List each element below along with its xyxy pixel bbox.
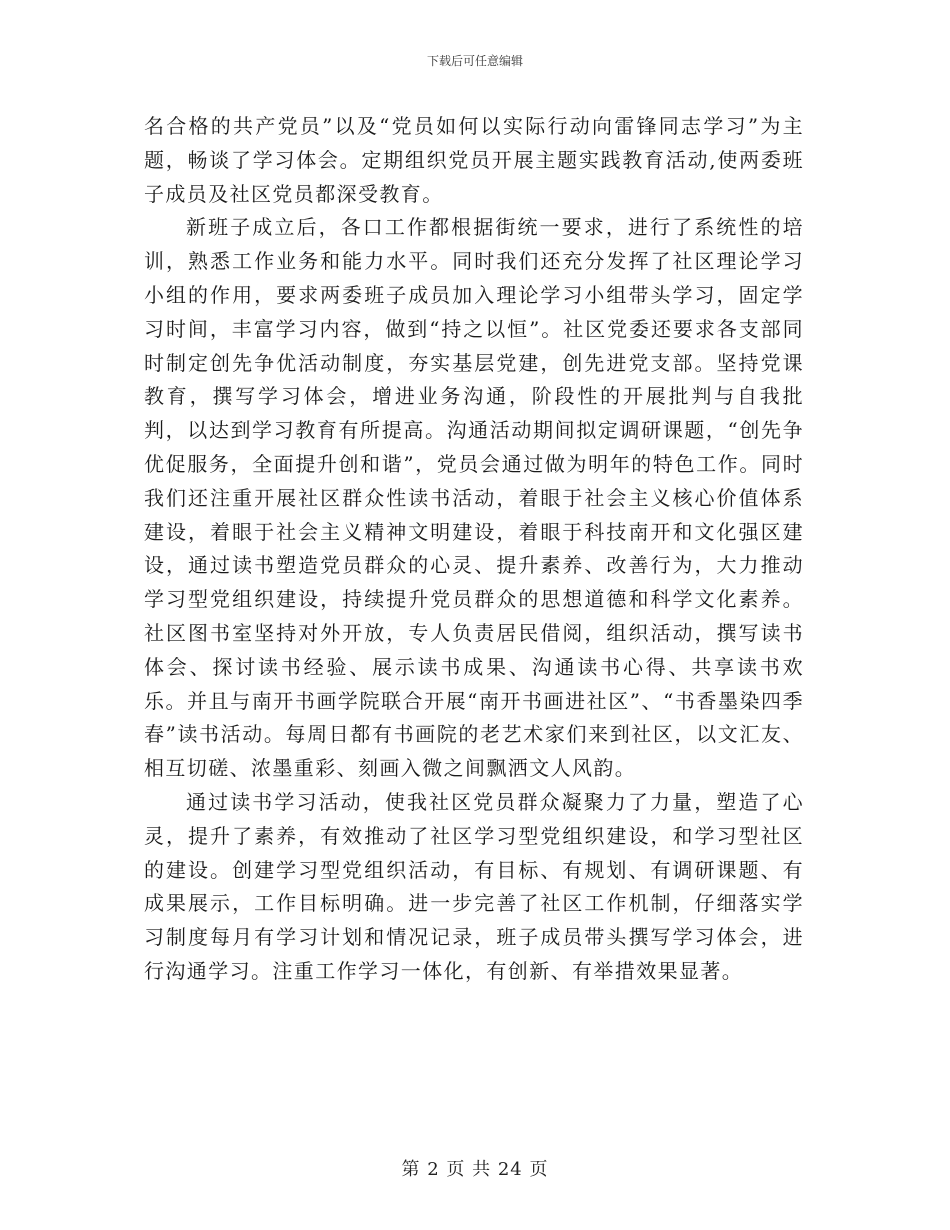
paragraph-1: 名合格的共产党员”以及“党员如何以实际行动向雷锋同志学习”为主题，畅谈了学习体会。定期组织党员开展主题实践教育活动,使两委班子成员及社区党员都深受教育。 xyxy=(144,114,804,206)
page-header: 下载后可任意编辑 xyxy=(426,54,523,68)
page-footer: 第 2 页 共 24 页 xyxy=(401,1159,549,1180)
document-body xyxy=(144,110,804,989)
paragraph-3: 通过读书学习活动，使我社区党员群众凝聚力了力量，塑造了心灵，提升了素养，有效推动了社区学习型党组织建设，和学习型社区的建设。创建学习型党组织活动，有目标、有规划、有调研课题、有成果展示，工作目标明确。进一步完善了社区工作机制，仔细落实学习制度每月有学习计划和情况记录，班子成员带头撰写学习体会，进行沟通学习。注重工作学习一体化，有创新、有举措效果显著。 xyxy=(144,789,804,983)
paragraph-2: 新班子成立后，各口工作都根据街统一要求，进行了系统性的培训，熟悉工作业务和能力水平。同时我们还充分发挥了社区理论学习小组的作用，要求两委班子成员加入理论学习小组带头学习，固定学习时间，丰富学习内容，做到“持之以恒”。社区党委还要求各支部同时制定创先争优活动制度，夯实基层党建，创先进党支部。坚持党课教育，撰写学习体会，增进业务沟通，阶段性的开展批判与自我批判，以达到学习教育有所提高。沟通活动期间拟定调研课题，“创先争优促服务，全面提升创和谐”，党员会通过做为明年的特色工作。同时我们还注重开展社区群众性读书活动，着眼于社会主义核心价值体系建设，着眼于社会主义精神文明建设，着眼于科技南开和文化强区建设，通过读书塑造党员群众的心灵、提升素养、改善行为，大力推动学习型党组织建设，持续提升党员群众的思想道德和科学文化素养。社区图书室坚持对外开放，专人负责居民借阅，组织活动，撰写读书体会、探讨读书经验、展示读书成果、沟通读书心得、共享读书欢乐。并且与南开书画学院联合开展“南开书画进社区”、“书香墨染四季春”读书活动。每周日都有书画院的老艺术家们来到社区，以文汇友、相互切磋、浓墨重彩、刻画入微之间飘洒文人风韵。 xyxy=(144,215,804,781)
